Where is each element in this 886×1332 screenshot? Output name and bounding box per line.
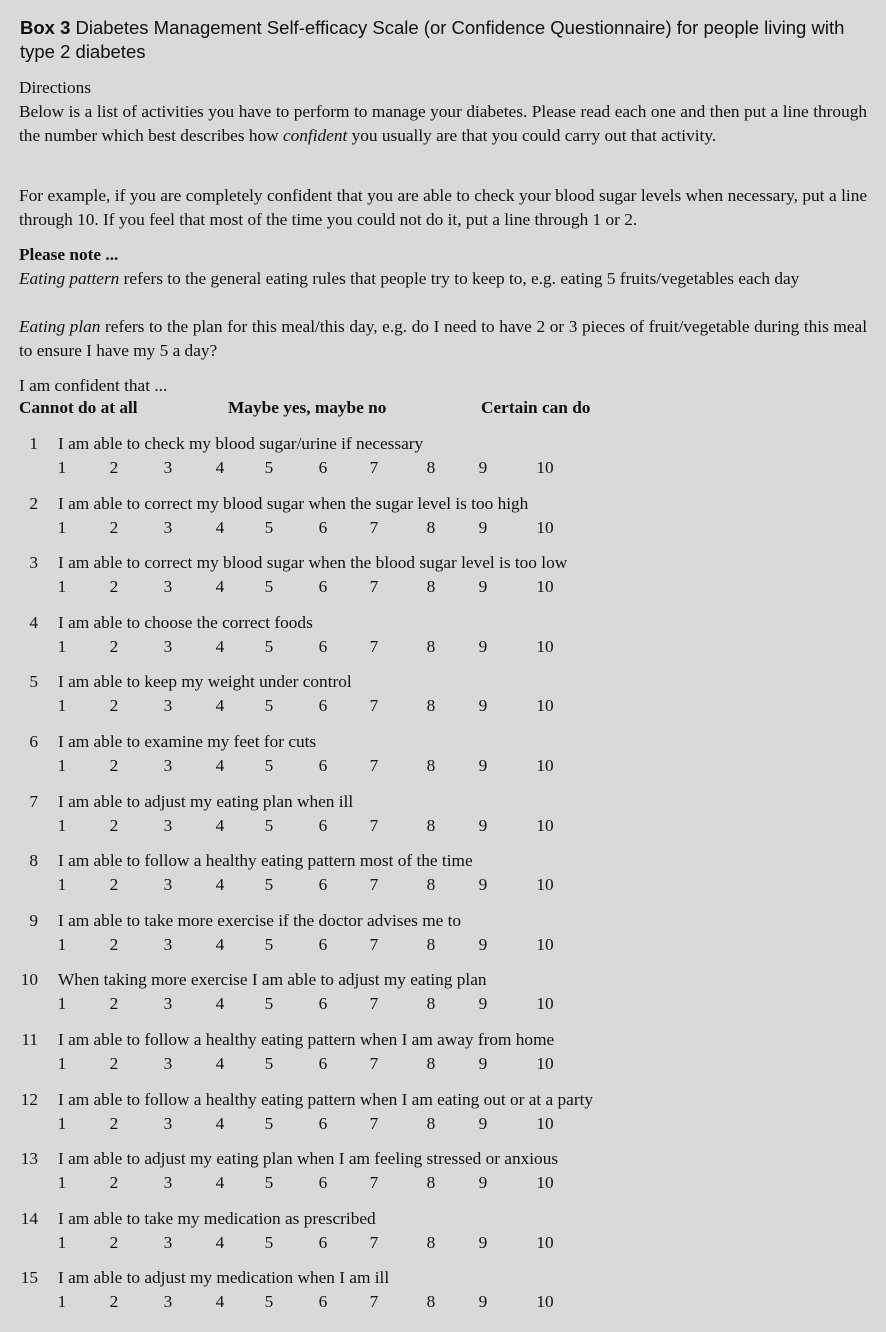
rating-option-2[interactable]: 2 bbox=[109, 636, 119, 656]
rating-option-8[interactable]: 8 bbox=[426, 517, 436, 537]
rating-option-10[interactable]: 10 bbox=[536, 517, 554, 537]
rating-option-1[interactable]: 1 bbox=[57, 994, 67, 1014]
rating-option-1[interactable]: 1 bbox=[57, 875, 67, 895]
rating-option-2[interactable]: 2 bbox=[109, 1292, 119, 1312]
rating-option-7[interactable]: 7 bbox=[369, 577, 379, 597]
rating-option-3[interactable]: 3 bbox=[163, 934, 173, 954]
item-text: I am able to correct my blood sugar when the blood sugar level is too low bbox=[58, 553, 568, 573]
rating-option-5[interactable]: 5 bbox=[264, 1173, 274, 1193]
item-text: I am able to keep my weight under control bbox=[58, 672, 352, 692]
rating-option-7[interactable]: 7 bbox=[369, 1232, 379, 1252]
box-label: Box 3 bbox=[20, 17, 71, 38]
questionnaire-item bbox=[0, 792, 886, 842]
rating-option-8[interactable]: 8 bbox=[426, 696, 436, 716]
item-text: I am able to check my blood sugar/urine if necessary bbox=[58, 434, 424, 453]
rating-option-7[interactable]: 7 bbox=[369, 934, 379, 954]
rating-option-6[interactable]: 6 bbox=[318, 1292, 328, 1312]
directions-text-1: Below is a list of activities you have to perform to manage your diabetes. Please read each one and then put a line through the number which best describes how bbox=[19, 102, 867, 145]
questionnaire-item bbox=[0, 434, 886, 484]
rating-option-7[interactable]: 7 bbox=[369, 875, 379, 895]
rating-option-1[interactable]: 1 bbox=[57, 636, 67, 656]
rating-option-3[interactable]: 3 bbox=[163, 1113, 173, 1133]
rating-option-4[interactable]: 4 bbox=[215, 1292, 225, 1312]
rating-option-3[interactable]: 3 bbox=[163, 875, 173, 895]
questionnaire-item bbox=[0, 1149, 886, 1199]
item-text: I am able to follow a healthy eating pattern most of the time bbox=[58, 851, 473, 871]
item-text: I am able to adjust my medication when I am ill bbox=[58, 1268, 390, 1288]
rating-option-8[interactable]: 8 bbox=[426, 934, 436, 954]
rating-option-1[interactable]: 1 bbox=[57, 577, 67, 597]
rating-option-10[interactable]: 10 bbox=[536, 1054, 554, 1073]
rating-option-5[interactable]: 5 bbox=[264, 815, 274, 835]
rating-option-10[interactable]: 10 bbox=[536, 1113, 554, 1133]
rating-option-8[interactable]: 8 bbox=[426, 1292, 436, 1312]
rating-option-9[interactable]: 9 bbox=[478, 577, 488, 597]
rating-option-6[interactable]: 6 bbox=[318, 458, 328, 477]
questionnaire-item bbox=[0, 1209, 886, 1259]
rating-option-7[interactable]: 7 bbox=[369, 994, 379, 1014]
rating-option-8[interactable]: 8 bbox=[426, 875, 436, 895]
directions-paragraph bbox=[19, 100, 867, 147]
rating-option-5[interactable]: 5 bbox=[264, 696, 274, 716]
rating-option-3[interactable]: 3 bbox=[163, 636, 173, 656]
rating-option-1[interactable]: 1 bbox=[57, 1292, 67, 1312]
rating-option-9[interactable]: 9 bbox=[478, 815, 488, 835]
rating-option-9[interactable]: 9 bbox=[478, 517, 488, 537]
directions-heading: Directions bbox=[19, 78, 91, 97]
rating-option-2[interactable]: 2 bbox=[109, 1173, 119, 1193]
rating-option-6[interactable]: 6 bbox=[318, 756, 328, 775]
rating-option-9[interactable]: 9 bbox=[478, 1232, 488, 1252]
rating-option-2[interactable]: 2 bbox=[109, 934, 119, 954]
rating-option-4[interactable]: 4 bbox=[215, 458, 225, 477]
rating-option-10[interactable]: 10 bbox=[536, 934, 554, 954]
rating-option-1[interactable]: 1 bbox=[57, 696, 67, 716]
rating-option-8[interactable]: 8 bbox=[426, 1173, 436, 1193]
rating-option-9[interactable]: 9 bbox=[478, 1292, 488, 1312]
rating-option-7[interactable]: 7 bbox=[369, 1173, 379, 1193]
rating-option-6[interactable]: 6 bbox=[318, 577, 328, 597]
rating-option-8[interactable]: 8 bbox=[426, 577, 436, 597]
rating-option-10[interactable]: 10 bbox=[536, 636, 554, 656]
eating-plan-definition: refers to the plan for this meal/this day, e.g. do I need to have 2 or 3 pieces of fruit/vegetable during this meal to ensure I have my 5 a day? bbox=[19, 317, 867, 360]
rating-option-9[interactable]: 9 bbox=[478, 934, 488, 954]
rating-option-3[interactable]: 3 bbox=[163, 1054, 173, 1073]
rating-option-6[interactable]: 6 bbox=[318, 875, 328, 895]
rating-option-5[interactable]: 5 bbox=[264, 577, 274, 597]
rating-option-4[interactable]: 4 bbox=[215, 696, 225, 716]
rating-option-10[interactable]: 10 bbox=[536, 1232, 554, 1252]
rating-option-3[interactable]: 3 bbox=[163, 994, 173, 1014]
item-number: 4 bbox=[29, 612, 38, 632]
rating-option-6[interactable]: 6 bbox=[318, 1173, 328, 1193]
note-heading: Please note ... bbox=[19, 245, 119, 264]
rating-option-6[interactable]: 6 bbox=[318, 994, 328, 1014]
eating-plan-term: Eating plan bbox=[19, 317, 101, 336]
rating-option-1[interactable]: 1 bbox=[57, 517, 67, 537]
item-number: 1 bbox=[29, 434, 38, 453]
item-number: 15 bbox=[20, 1268, 38, 1288]
questionnaire-item bbox=[0, 1030, 886, 1080]
directions-example: For example, if you are completely confident that you are able to check your blood sugar levels when necessary, put a line through 10. If you feel that most of the time you could not do it, put a line through 1 or 2. bbox=[19, 186, 867, 229]
rating-option-9[interactable]: 9 bbox=[478, 994, 488, 1014]
rating-option-2[interactable]: 2 bbox=[109, 875, 119, 895]
item-number: 12 bbox=[20, 1089, 38, 1109]
rating-option-10[interactable]: 10 bbox=[536, 994, 554, 1014]
rating-option-4[interactable]: 4 bbox=[215, 1173, 225, 1193]
eating-pattern-definition: refers to the general eating rules that people try to keep to, e.g. eating 5 fruits/vegetables each day bbox=[123, 269, 800, 288]
rating-option-5[interactable]: 5 bbox=[264, 1113, 274, 1133]
rating-option-4[interactable]: 4 bbox=[215, 1113, 225, 1133]
rating-option-3[interactable]: 3 bbox=[163, 1232, 173, 1252]
questionnaire-item bbox=[0, 1090, 886, 1140]
rating-option-9[interactable]: 9 bbox=[478, 696, 488, 716]
rating-option-3[interactable]: 3 bbox=[163, 1292, 173, 1312]
item-number: 6 bbox=[29, 732, 38, 751]
rating-option-6[interactable]: 6 bbox=[318, 696, 328, 716]
rating-option-7[interactable]: 7 bbox=[369, 756, 379, 775]
box-title-text: Diabetes Management Self-efficacy Scale (or Confidence Questionnaire) for people living with type 2 diabetes bbox=[20, 17, 845, 62]
questionnaire-item bbox=[0, 1268, 886, 1318]
rating-option-3[interactable]: 3 bbox=[163, 815, 173, 835]
item-number: 2 bbox=[29, 493, 38, 513]
rating-option-6[interactable]: 6 bbox=[318, 815, 328, 835]
item-text: I am able to correct my blood sugar when the sugar level is too high bbox=[58, 493, 529, 513]
rating-option-3[interactable]: 3 bbox=[163, 458, 173, 477]
rating-option-3[interactable]: 3 bbox=[163, 577, 173, 597]
rating-option-10[interactable]: 10 bbox=[536, 696, 554, 716]
rating-option-9[interactable]: 9 bbox=[478, 636, 488, 656]
rating-option-10[interactable]: 10 bbox=[536, 577, 554, 597]
rating-option-2[interactable]: 2 bbox=[109, 517, 119, 537]
rating-option-3[interactable]: 3 bbox=[163, 756, 173, 775]
rating-option-7[interactable]: 7 bbox=[369, 458, 379, 477]
rating-option-8[interactable]: 8 bbox=[426, 458, 436, 477]
rating-option-5[interactable]: 5 bbox=[264, 517, 274, 537]
rating-option-5[interactable]: 5 bbox=[264, 756, 274, 775]
rating-option-10[interactable]: 10 bbox=[536, 1173, 554, 1193]
rating-option-10[interactable]: 10 bbox=[536, 815, 554, 835]
rating-option-5[interactable]: 5 bbox=[264, 934, 274, 954]
rating-option-3[interactable]: 3 bbox=[163, 1173, 173, 1193]
rating-option-8[interactable]: 8 bbox=[426, 1232, 436, 1252]
rating-option-1[interactable]: 1 bbox=[57, 934, 67, 954]
item-number: 3 bbox=[29, 553, 38, 573]
rating-option-5[interactable]: 5 bbox=[264, 1054, 274, 1073]
rating-option-4[interactable]: 4 bbox=[215, 994, 225, 1014]
item-text: I am able to take more exercise if the doctor advises me to bbox=[58, 910, 462, 930]
rating-option-4[interactable]: 4 bbox=[215, 517, 225, 537]
item-number: 10 bbox=[20, 970, 38, 990]
rating-option-10[interactable]: 10 bbox=[536, 458, 554, 477]
rating-option-7[interactable]: 7 bbox=[369, 696, 379, 716]
rating-option-2[interactable]: 2 bbox=[109, 994, 119, 1014]
rating-option-9[interactable]: 9 bbox=[478, 1173, 488, 1193]
item-text: I am able to follow a healthy eating pattern when I am eating out or at a party bbox=[58, 1089, 594, 1109]
scale-high-label: Certain can do bbox=[481, 398, 591, 417]
rating-option-4[interactable]: 4 bbox=[215, 636, 225, 656]
rating-option-4[interactable]: 4 bbox=[215, 1054, 225, 1073]
rating-option-6[interactable]: 6 bbox=[318, 517, 328, 537]
questionnaire-item bbox=[0, 851, 886, 901]
rating-option-9[interactable]: 9 bbox=[478, 458, 488, 477]
rating-option-7[interactable]: 7 bbox=[369, 517, 379, 537]
item-number: 13 bbox=[20, 1149, 38, 1169]
item-text: I am able to choose the correct foods bbox=[58, 612, 313, 632]
scale-low-label: Cannot do at all bbox=[19, 398, 138, 417]
rating-option-1[interactable]: 1 bbox=[57, 815, 67, 835]
rating-option-1[interactable]: 1 bbox=[57, 1054, 67, 1073]
rating-option-8[interactable]: 8 bbox=[426, 815, 436, 835]
rating-option-3[interactable]: 3 bbox=[163, 517, 173, 537]
rating-option-8[interactable]: 8 bbox=[426, 1113, 436, 1133]
rating-option-7[interactable]: 7 bbox=[369, 815, 379, 835]
note-eating-plan bbox=[19, 315, 867, 362]
rating-option-4[interactable]: 4 bbox=[215, 756, 225, 775]
item-number: 7 bbox=[29, 791, 38, 811]
item-text: I am able to follow a healthy eating pattern when I am away from home bbox=[58, 1030, 555, 1049]
rating-option-10[interactable]: 10 bbox=[536, 875, 554, 895]
rating-option-6[interactable]: 6 bbox=[318, 1232, 328, 1252]
rating-option-1[interactable]: 1 bbox=[57, 1173, 67, 1193]
rating-option-10[interactable]: 10 bbox=[536, 1292, 554, 1312]
rating-option-7[interactable]: 7 bbox=[369, 1292, 379, 1312]
rating-option-1[interactable]: 1 bbox=[57, 1232, 67, 1252]
questionnaire-item bbox=[0, 672, 886, 722]
rating-option-8[interactable]: 8 bbox=[426, 994, 436, 1014]
item-number: 14 bbox=[20, 1208, 38, 1228]
questionnaire-item bbox=[0, 732, 886, 782]
item-number: 5 bbox=[29, 672, 38, 692]
rating-option-8[interactable]: 8 bbox=[426, 756, 436, 775]
rating-option-2[interactable]: 2 bbox=[109, 756, 119, 775]
box-title bbox=[20, 16, 870, 64]
eating-pattern-term: Eating pattern bbox=[19, 269, 120, 288]
rating-option-1[interactable]: 1 bbox=[57, 1113, 67, 1133]
questionnaire-item bbox=[0, 553, 886, 603]
item-text: I am able to take my medication as prescribed bbox=[58, 1208, 376, 1228]
rating-option-9[interactable]: 9 bbox=[478, 756, 488, 775]
rating-option-2[interactable]: 2 bbox=[109, 458, 119, 477]
rating-option-2[interactable]: 2 bbox=[109, 1232, 119, 1252]
rating-option-3[interactable]: 3 bbox=[163, 696, 173, 716]
rating-option-2[interactable]: 2 bbox=[109, 1113, 119, 1133]
rating-option-9[interactable]: 9 bbox=[478, 875, 488, 895]
item-text: When taking more exercise I am able to adjust my eating plan bbox=[58, 970, 487, 990]
rating-option-6[interactable]: 6 bbox=[318, 636, 328, 656]
item-text: I am able to adjust my eating plan when I am feeling stressed or anxious bbox=[58, 1149, 559, 1169]
rating-option-1[interactable]: 1 bbox=[57, 756, 67, 775]
rating-option-7[interactable]: 7 bbox=[369, 1054, 379, 1073]
rating-option-2[interactable]: 2 bbox=[109, 577, 119, 597]
scale-mid-label: Maybe yes, maybe no bbox=[228, 398, 387, 417]
rating-option-1[interactable]: 1 bbox=[57, 458, 67, 477]
rating-option-6[interactable]: 6 bbox=[318, 1113, 328, 1133]
rating-option-9[interactable]: 9 bbox=[478, 1113, 488, 1133]
rating-option-7[interactable]: 7 bbox=[369, 636, 379, 656]
directions-text-2: you usually are that you could carry out that activity. bbox=[351, 125, 717, 145]
item-text: I am able to examine my feet for cuts bbox=[58, 732, 317, 751]
rating-option-2[interactable]: 2 bbox=[109, 696, 119, 716]
item-text: I am able to adjust my eating plan when ill bbox=[58, 791, 354, 811]
rating-option-4[interactable]: 4 bbox=[215, 934, 225, 954]
questionnaire-item bbox=[0, 911, 886, 961]
rating-option-9[interactable]: 9 bbox=[478, 1054, 488, 1073]
rating-option-5[interactable]: 5 bbox=[264, 875, 274, 895]
questionnaire-item bbox=[0, 970, 886, 1020]
rating-option-5[interactable]: 5 bbox=[264, 1232, 274, 1252]
rating-option-7[interactable]: 7 bbox=[369, 1113, 379, 1133]
rating-option-6[interactable]: 6 bbox=[318, 1054, 328, 1073]
rating-option-5[interactable]: 5 bbox=[264, 994, 274, 1014]
item-number: 9 bbox=[29, 910, 38, 930]
questionnaire-item bbox=[0, 494, 886, 544]
item-number: 8 bbox=[29, 851, 38, 871]
question-stem: I am confident that ... bbox=[19, 376, 168, 395]
item-number: 11 bbox=[21, 1030, 38, 1049]
rating-option-5[interactable]: 5 bbox=[264, 458, 274, 477]
questionnaire-item bbox=[0, 613, 886, 663]
rating-option-4[interactable]: 4 bbox=[215, 815, 225, 835]
rating-option-4[interactable]: 4 bbox=[215, 875, 225, 895]
directions-emphasis: confident bbox=[282, 125, 348, 145]
rating-option-8[interactable]: 8 bbox=[426, 1054, 436, 1073]
rating-option-2[interactable]: 2 bbox=[109, 1054, 119, 1073]
rating-option-2[interactable]: 2 bbox=[109, 815, 119, 835]
rating-option-10[interactable]: 10 bbox=[536, 756, 554, 775]
rating-option-8[interactable]: 8 bbox=[426, 636, 436, 656]
rating-option-4[interactable]: 4 bbox=[215, 577, 225, 597]
note-eating-pattern bbox=[19, 267, 867, 291]
rating-option-5[interactable]: 5 bbox=[264, 636, 274, 656]
rating-option-5[interactable]: 5 bbox=[264, 1292, 274, 1312]
rating-option-4[interactable]: 4 bbox=[215, 1232, 225, 1252]
rating-option-6[interactable]: 6 bbox=[318, 934, 328, 954]
